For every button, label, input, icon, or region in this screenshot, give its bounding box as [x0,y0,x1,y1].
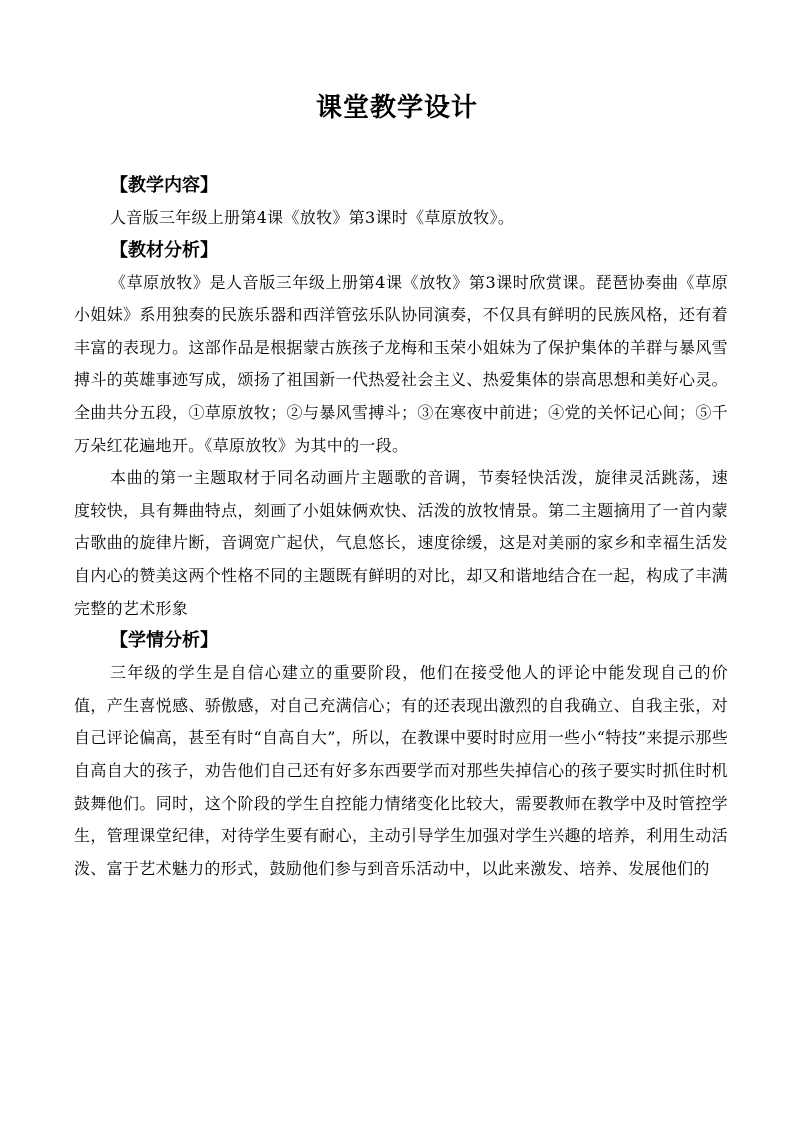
section-heading: 【教材分析】 [110,239,218,261]
document-body [74,170,728,885]
section-heading: 【学情分析】 [110,630,218,652]
paragraph: 本曲的第一主题取材于同名动画片主题歌的音调，节奏轻快活泼，旋律灵活跳荡，速度较快，具有舞曲特点，刻画了小姐妹俩欢快、活泼的放牧情景。第二主题摘用了一首内蒙古歌曲的旋律片断，音调宽广起伏，气息悠长，速度徐缓，这是对美丽的家乡和幸福生活发自内心的赞美这两个性格不同的主题既有鲜明的对比，却又和谐地结合在一起，构成了丰满完整的艺术形象 [74,468,728,618]
section-heading: 【教学内容】 [110,175,218,196]
paragraph: 《草原放牧》是人音版三年级上册第4课《放牧》第3课时欣赏课。琵琶协奏曲《草原小姐妹》系用独奏的民族乐器和西洋管弦乐队协同演奏，不仅具有鲜明的民族风格，还有着丰富的表现力。这部作品是根据蒙古族孩子龙梅和玉荣小姐妹为了保护集体的羊群与暴风雪搏斗的英雄事迹写成，颂扬了祖国新一代热爱社会主义、热爱集体的崇高思想和美好心灵。全曲共分五段，①草原放牧；②与暴风雪搏斗；③在寒夜中前进；④党的关怀记心间；⑤千万朵红花遍地开。《草原放牧》为其中的一段。 [74,272,728,455]
page-title: 课堂教学设计 [315,93,478,123]
section-teaching-content [74,170,728,235]
paragraph: 三年级的学生是自信心建立的重要阶段，他们在接受他人的评论中能发现自己的价值，产生喜悦感、骄傲感，对自己充满信心；有的还表现出激烈的自我确立、自我主张，对自己评论偏高，甚至有时“自高自大”，所以，在教课中要时时应用一些小“特技”来提示那些自高自大的孩子，劝告他们自己还有好多东西要学而对那些失掉信心的孩子要实时抓住时机鼓舞他们。同时，这个阶段的学生自控能力情绪变化比较大，需要教师在教学中及时管控学生，管理课堂纪律，对待学生要有耐心，主动引导学生加强对学生兴趣的培养，利用生动活泼、富于艺术魅力的形式，鼓励他们参与到音乐活动中，以此来激发、培养、发展他们的 [74,663,728,878]
section-student-analysis [74,625,728,885]
section-material-analysis [74,235,728,626]
paragraph: 人音版三年级上册第4课《放牧》第3课时《草原放牧》。 [110,208,515,227]
